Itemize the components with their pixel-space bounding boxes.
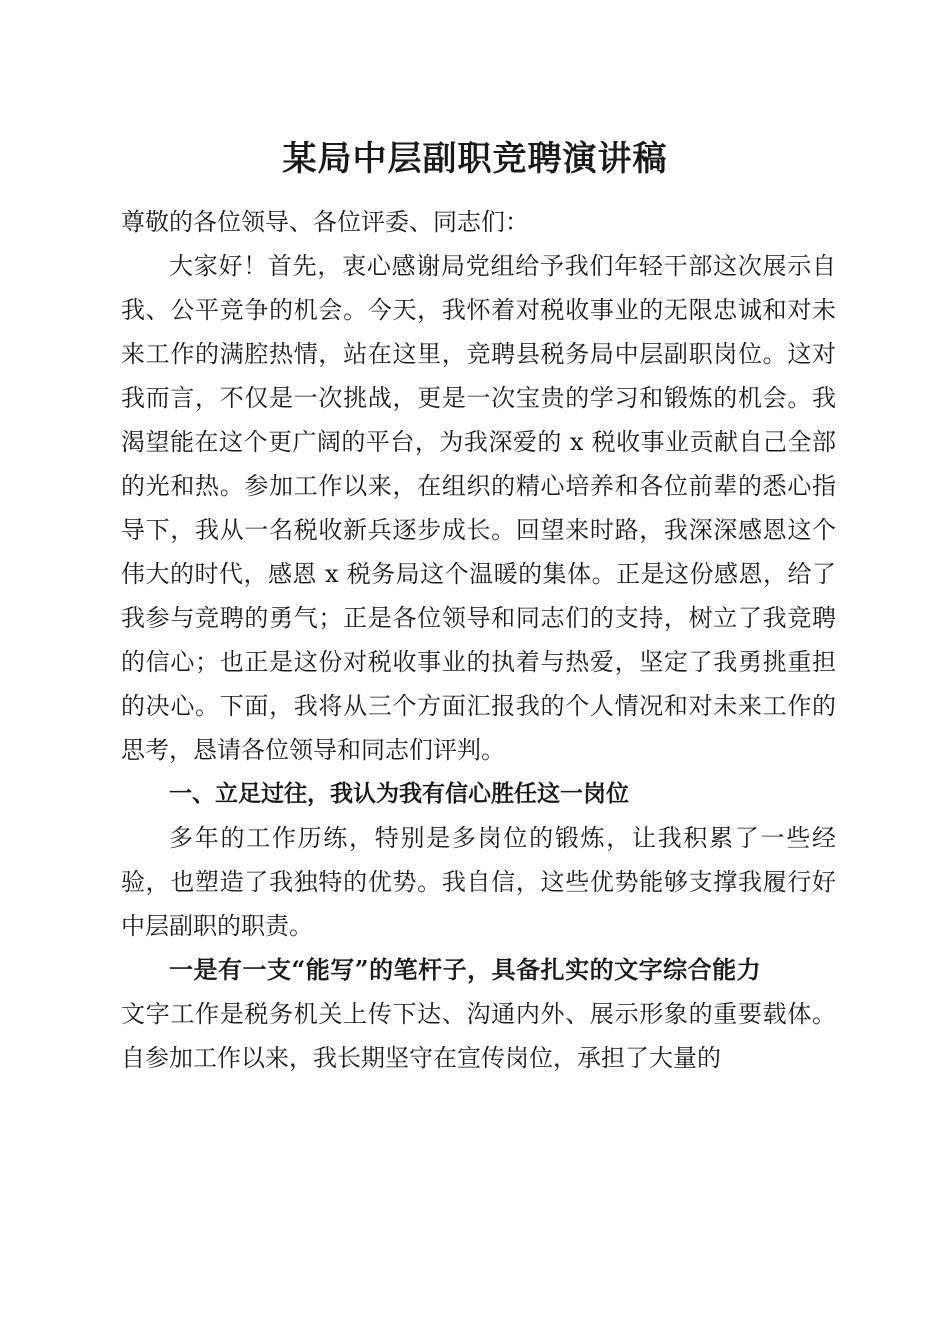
paragraph-intro: 大家好！首先，衷心感谢局党组给予我们年轻干部这次展示自我、公平竞争的机会。今天，我怀着对税收事业的无限忠诚和对未来工作的满腔热情，站在这里，竞聘县税务局中层副职岗位。这对我而言，不仅是一次挑战，更是一次宝贵的学习和锻炼的机会。我渴望能在这个更广阔的平台，为我深爱的 x 税收事业贡献自己全部的光和热。参加工作以来，在组织的精心培养和各位前辈的悉心指导下，我从一名税收新兵逐步成长。回望来时路，我深深感恩这个伟大的时代，感恩 x 税务局这个温暖的集体。正是这份感恩，给了我参与竞聘的勇气；正是各位领导和同志们的支持，树立了我竞聘的信心；也正是这份对税收事业的执着与热爱，坚定了我勇挑重担的决心。下面，我将从三个方面汇报我的个人情况和对未来工作的思考，恳请各位领导和同志们评判。 (121, 252, 836, 764)
document-body (121, 200, 836, 1080)
paragraph-experience: 多年的工作历练，特别是多岗位的锻炼，让我积累了一些经验，也塑造了我独特的优势。我自信，这些优势能够支撑我履行好中层副职的职责。 (121, 824, 836, 940)
sub-heading-1: 一是有一支“能写”的笔杆子，具备扎实的文字综合能力 (169, 955, 762, 984)
document-title: 某局中层副职竞聘演讲稿 (282, 139, 668, 179)
section-heading-1: 一、立足过往，我认为我有信心胜任这一岗位 (169, 781, 629, 807)
salutation: 尊敬的各位领导、各位评委、同志们： (121, 208, 529, 236)
paragraph-writing: 文字工作是税务机关上传下达、沟通内外、展示形象的重要载体。自参加工作以来，我长期坚守在宣传岗位，承担了大量的 (121, 1000, 836, 1072)
